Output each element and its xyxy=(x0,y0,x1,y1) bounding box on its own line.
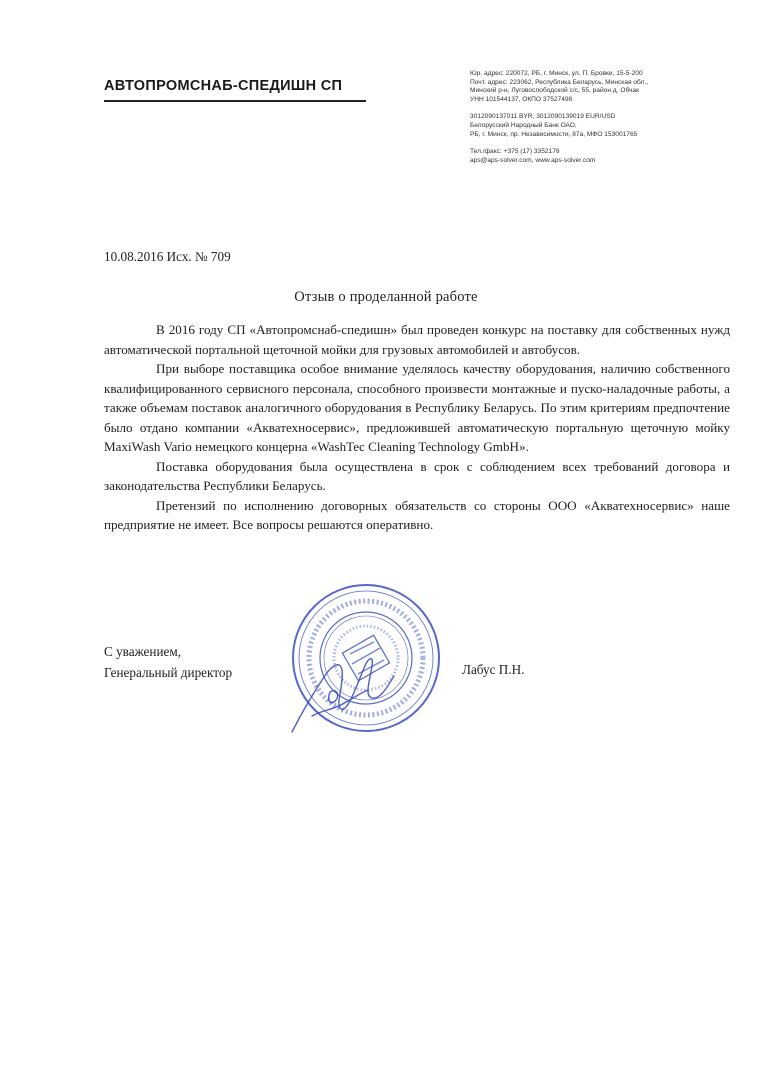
signer-position: Генеральный директор xyxy=(104,665,233,680)
requisite-line: РБ, г. Минск, пр. Независимости, 87а, МФО 153001765 xyxy=(470,130,638,138)
requisite-line: Минский р-н, Луговослободской с/с, 55, район д. Обчак xyxy=(470,87,639,95)
requisite-line: Тел./факс: +375 (17) 3352178 xyxy=(470,148,560,156)
closing-phrase: С уважением, xyxy=(104,644,181,659)
body-paragraph: Претензий по исполнению договорных обязательств со стороны ООО «Акватехносервис» наше предприятие не имеет. Все вопросы решаются оперативно. xyxy=(104,497,730,532)
letter-title: Отзыв о проделанной работе xyxy=(294,289,478,305)
requisite-line: Юр. адрес: 220072, РБ, г. Минск, ул. П. Бровки, 15-5-200 xyxy=(470,70,643,77)
body-paragraph: Поставка оборудования была осуществлена в срок с соблюдением всех требований договора и законодательства Республики Беларусь. xyxy=(104,458,730,493)
body-paragraph: При выборе поставщика особое внимание уделялось качеству оборудования, наличию собственного квалифицированного сервисного персонала, способного произвести монтажные и пуско-наладочные работы, а также объемам поставок аналогичного оборудования в Республику Беларусь. По этим критериям предпочтение было отдано компании «Акватехносервис», предложившей автоматическую портальную щеточную мойку MaxiWash Vario немецкого концерна «WashTec Cleaning Technology GmbH». xyxy=(104,361,730,454)
requisite-line: Почт. адрес: 223062, Республика Беларусь, Минская обл., xyxy=(470,78,649,86)
requisite-line: 3012090137011 BYR, 3012090139019 EUR/USD xyxy=(470,113,616,121)
header-rule xyxy=(104,100,366,102)
company-requisites xyxy=(470,70,740,165)
requisite-line: Белорусский Народный Банк ОАО, xyxy=(470,121,577,129)
outgoing-number: 10.08.2016 Исх. № 709 xyxy=(104,249,231,264)
requisite-line: aps@aps-solver.com, www.aps-solver.com xyxy=(470,156,596,164)
signer-name: Лабус П.Н. xyxy=(462,662,525,677)
requisite-line: УНН 101544137, ОКПО 37527498 xyxy=(470,95,573,103)
body-paragraph: В 2016 году СП «Автопромснаб-спедишн» был проведен конкурс на поставку для собственных нужд автоматической портальной щеточной мойки для грузовых автомобилей и автобусов. xyxy=(104,322,730,357)
signature-block xyxy=(104,641,232,683)
letter-body xyxy=(104,320,730,535)
company-name: АВТОПРОМСНАБ-СПЕДИШН СП xyxy=(104,78,343,94)
handwritten-signature xyxy=(282,632,402,742)
